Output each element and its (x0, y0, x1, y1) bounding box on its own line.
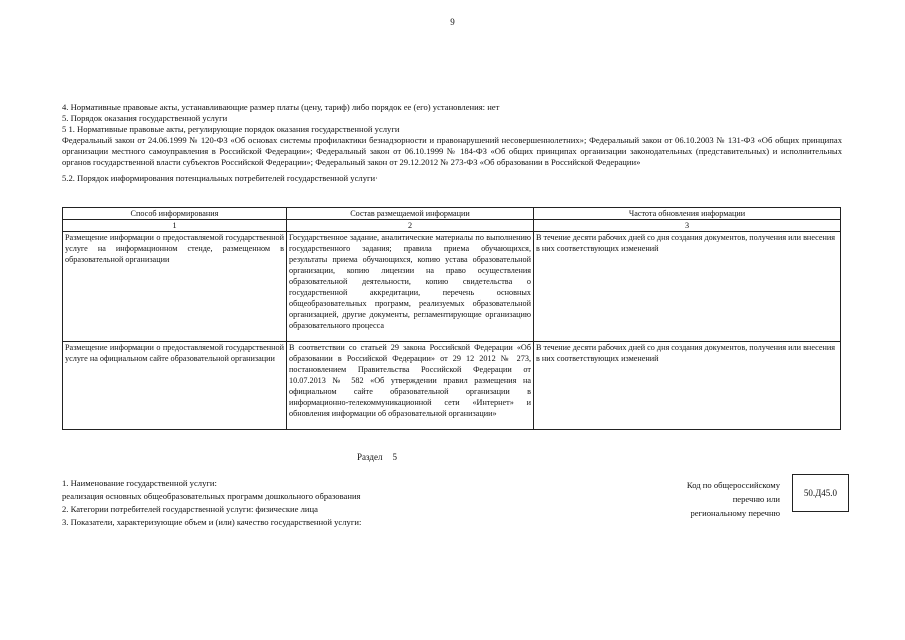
cell-frequency: В течение десяти рабочих дней со дня создания документов, получения или внесения в них соответствующих изменений (534, 232, 841, 342)
code-labels (652, 478, 780, 520)
service-name: реализация основных общеобразовательных программ дошкольного образования (62, 491, 361, 501)
table-number-row (63, 220, 841, 232)
code-label-line: Код по общероссийскому (686, 480, 780, 490)
service-code: 50.Д45.0 (803, 487, 838, 498)
table-header-row (63, 208, 841, 220)
column-number: 3 (534, 220, 841, 232)
cell-content: В соответствии со статьей 29 закона Российской Федерации «Об образовании в Российской Федерации» от 29 12 2012 № 273, постановлением Правительства Российской Федерации от 10.07.2013 № 582 «Об утверждении правил размещения на официальном сайте образовательной организации в информационно-телекоммуникационной сети «Интернет» и обновления информации об образовательной организации» (287, 342, 534, 430)
header-frequency: Частота обновления информации (534, 208, 841, 220)
code-label-line: перечню или (732, 494, 780, 504)
section-number: 5 (392, 452, 397, 462)
law-list: Федеральный закон от 24.06.1999 № 120-ФЗ «Об основах системы профилактики безнадзорности и правонарушений несовершеннолетних»; Федеральный закон от 06.10.2003 № 131-ФЗ «Об общих принципах организации местного самоуправления в Российской Федерации»; Федеральный закон от 06.10.1999 № 184-ФЗ «Об общих принципах организации законодательных (представительных) и исполнительных органов государственной власти субъектов Российской Федерации»; Федеральный закон от 29.12.2012 № 273-ФЗ «Об образовании в Российской Федерации» (62, 135, 842, 167)
consumer-category: 2. Категории потребителей государственной услуги: физические лица (62, 504, 318, 514)
document-body (62, 102, 842, 184)
cell-method: Размещение информации о предоставляемой государственной услуге на официальном сайте образовательной организации (63, 342, 287, 430)
section-title (357, 452, 397, 463)
page-number: 9 (450, 17, 455, 27)
cell-method: Размещение информации о предоставляемой государственной услуге на информационном стенде, размещенном в образовательной организации (63, 232, 287, 342)
header-content: Состав размещаемой информации (287, 208, 534, 220)
paragraph-5-2: 5.2. Порядок информирования потенциальных потребителей государственной услуги· (62, 173, 378, 183)
indicators-label: 3. Показатели, характеризующие объем и (или) качество государственной услуги: (62, 517, 362, 527)
paragraph-5-1: 5 1. Нормативные правовые акты, регулирующие порядок оказания государственной услуги (62, 124, 400, 134)
column-number: 2 (287, 220, 534, 232)
paragraph-4: 4. Нормативные правовые акты, устанавливающие размер платы (цену, тариф) либо порядок ее (его) установления: нет (62, 102, 500, 112)
column-number: 1 (63, 220, 287, 232)
service-name-label: 1. Наименование государственной услуги: (62, 478, 217, 488)
service-description (62, 478, 622, 530)
cell-frequency: В течение десяти рабочих дней со дня создания документов, получения или внесения в них соответствующих изменений (534, 342, 841, 430)
table-row (63, 232, 841, 342)
service-code-box (792, 474, 849, 512)
section-label: Раздел (357, 452, 383, 462)
paragraph-5: 5. Порядок оказания государственной услуги (62, 113, 228, 123)
code-label-line: региональному перечню (690, 508, 780, 518)
information-table (62, 207, 841, 430)
cell-content: Государственное задание, аналитические материалы по выполнению государственного задания; правила приема обучающихся, результаты приема обучающихся, копию устава образовательной организации, копию лицензии на право осуществления образовательной деятельности, копию свидетельства о государственной аккредитации, перечень основных общеобразовательных программ, реализуемых образовательной организацией, другие документы, регламентирующие организацию образовательного процесса (287, 232, 534, 342)
table-row (63, 342, 841, 430)
header-method: Способ информирования (63, 208, 287, 220)
